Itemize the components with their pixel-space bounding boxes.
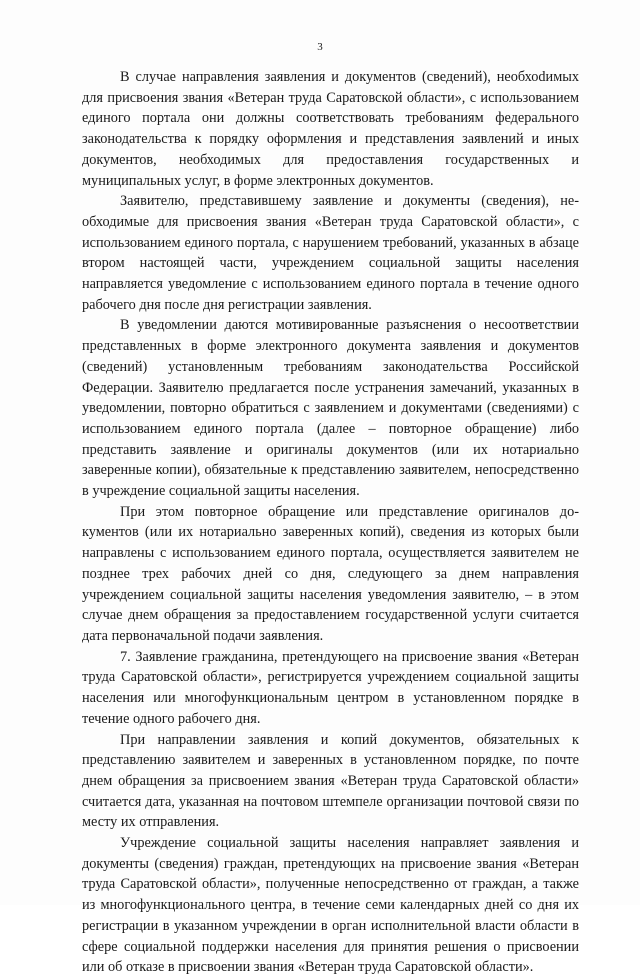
paragraph-clause-7-registration: 7. Заявление гражданина, претендующего на присвоение звания «Ветеран труда Саратовской области», регистрируется учреждением социальной защиты населения или многофункциональным центром в установленном порядке в течение одного рабочего дня. xyxy=(82,648,579,727)
paragraph-repeat-application: При этом повторное обращение или представление оригиналов документов (или их нотариально заверенных копий), сведения из которых были направлены с использованием единого портала, осуществляется заявителем не позднее трех рабочих дней со дня, следующего за днем направления учреждением социальной защиты населения уведомления заявителю, – в этом случае днем обращения за предоставлением государственной услуги считается дата первоначальной подачи заявления. xyxy=(82,503,579,644)
paragraph-notification-contents: В уведомлении даются мотивированные разъяснения о несоответствии представленных в форме электронного документа заявления и документов (сведений) установленным требованиям законодательства Российской Федерации. Заявителю предлагается после устранения замечаний, указанных в уведомлении, повторно обратиться с заявлением и документами (сведениями) с использованием единого портала (далее – повторное обращение) либо представить заявление и оригиналы документов (или их нотариально заверенные копии), обязательные к представлению заявителем, непосредственно в учреждение социальной защиты населения. xyxy=(82,317,579,500)
page-number: 3 xyxy=(317,41,323,53)
paragraph-electronic-submission: В случае направления заявления и документов (сведений), необхоdимых для присвоения звания «Ветеран труда Саратовской области», с использованием единого портала они должны соответствовать требованиям федерального законодательства к порядку оформления и представления заявлений и иных документов, необходимых для предоставления государственных и муниципальных услуг, в форме электронных документов. xyxy=(82,69,579,189)
paragraph-notification-to-applicant: Заявителю, представившему заявление и документы (сведения), необходимые для присвоения звания «Ветеран труда Саратовской области», с использованием единого портала, с нарушением требований, указанных в абзаце втором настоящей части, учреждением социальной защиты населения направляется уведомление с использованием единого портала в течение одного рабочего дня после дня регистрации заявления. xyxy=(82,193,579,313)
paragraph-postal-submission: При направлении заявления и копий документов, обязательных к представлению заявителем и заверенных в установленном порядке, по почте днем обращения за присвоением звания «Ветеран труда Саратовской области» считается дата, указанная на почтовом штемпеле организации почтовой связи по месту их отправления. xyxy=(82,731,579,831)
paragraph-forwarding-to-authority: Учреждение социальной защиты населения направляет заявления и документы (сведения) граждан, претендующих на присвоение звания «Ветеран труда Саратовской области», полученные непосредственно от граждан, а также из многофункционального центра, в течение семи календарных дней со дня их регистрации в указанном учреждении в орган исполнительной власти области в сфере социальной поддержки населения для принятия решения о присвоении или об отказе в присвоении звания «Ветеран труда Саратовской области». xyxy=(82,835,579,976)
document-body xyxy=(82,67,579,978)
